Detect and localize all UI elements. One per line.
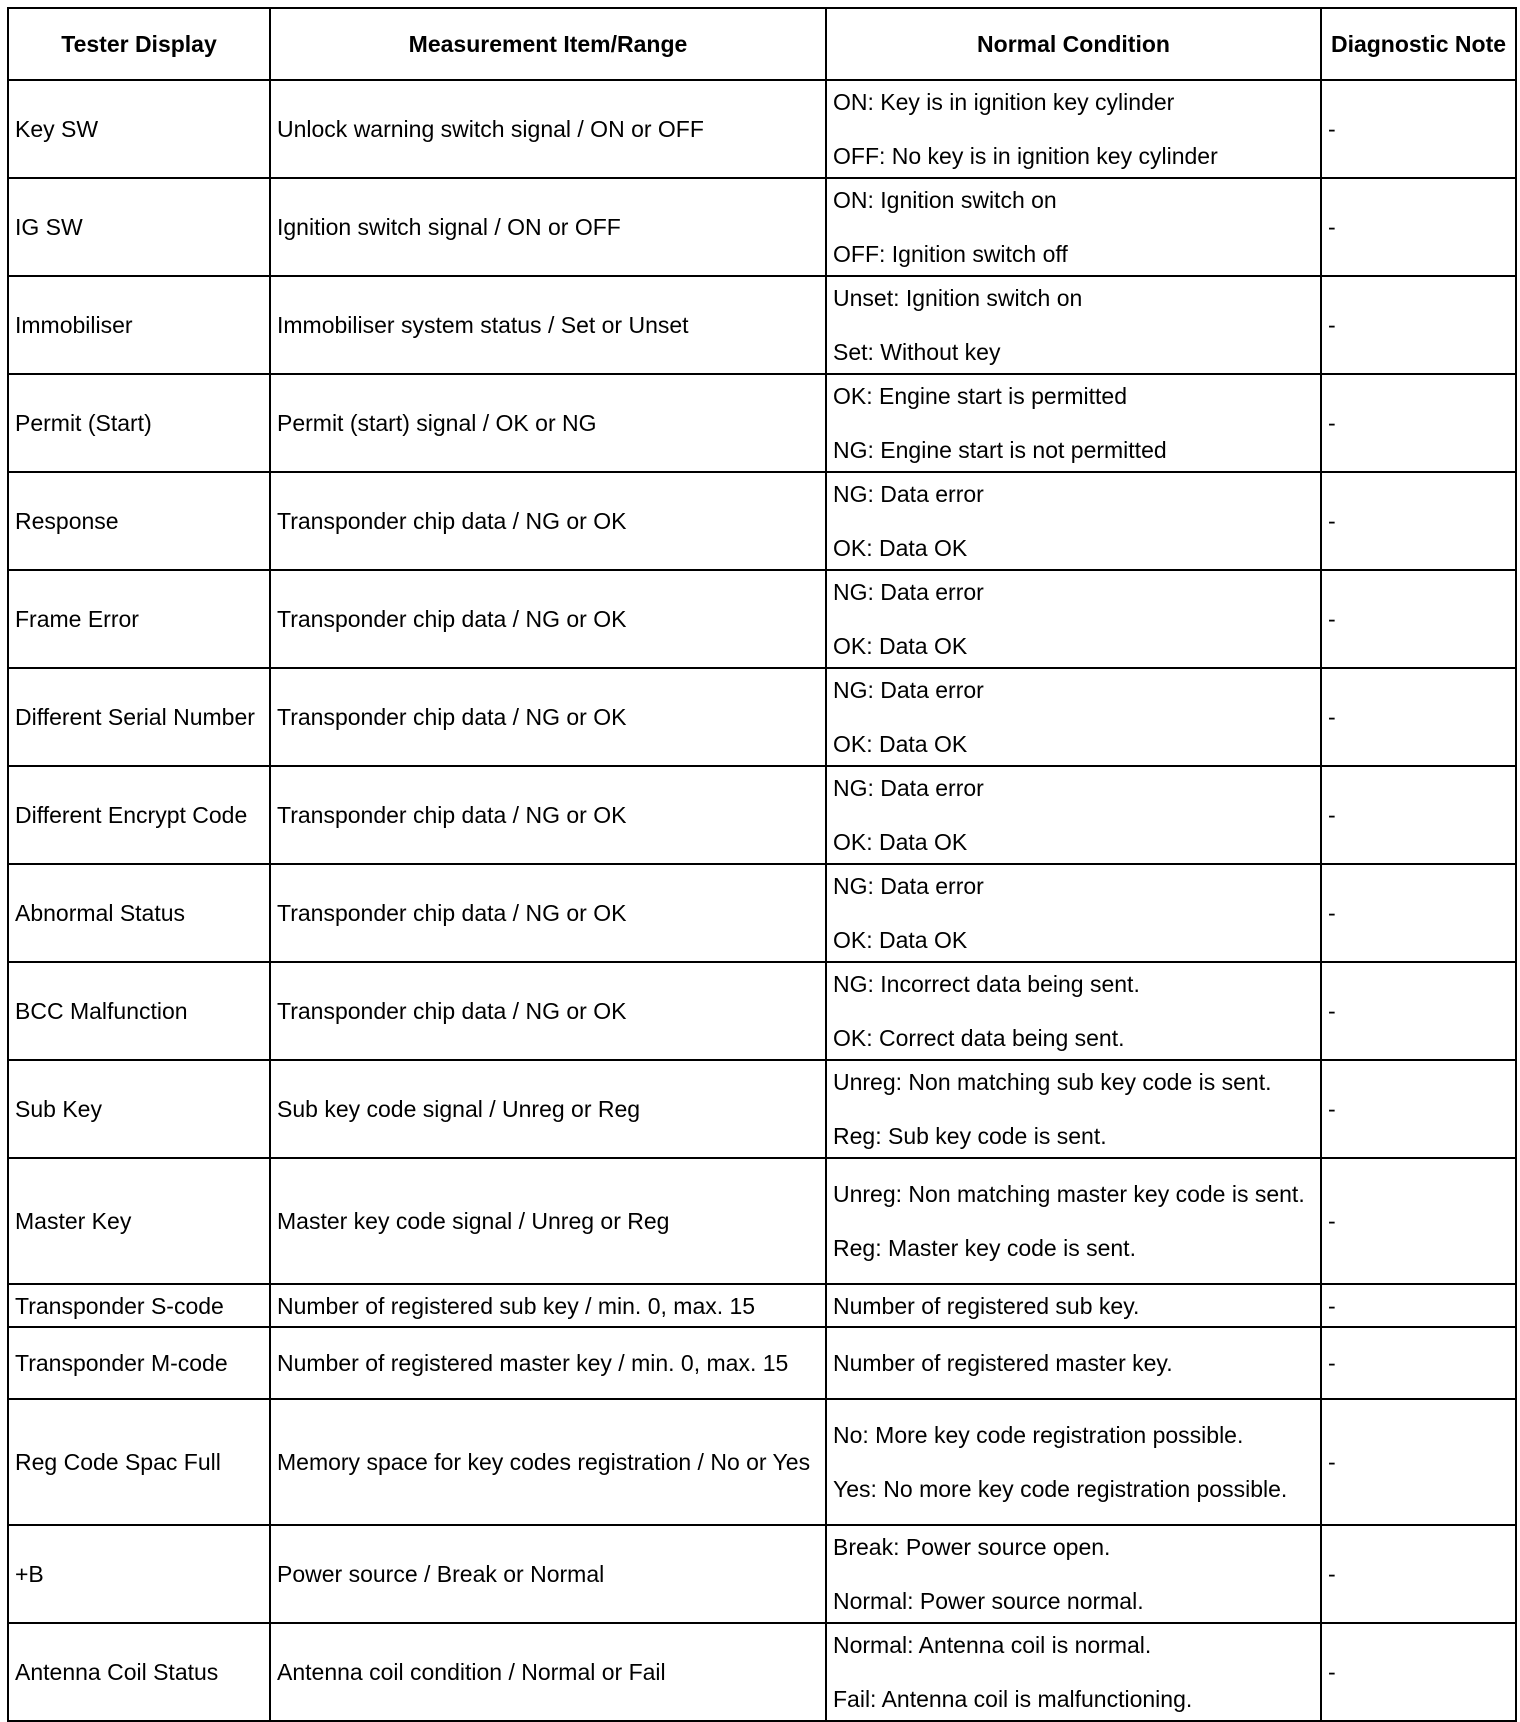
condition-line: OK: Data OK <box>833 927 968 953</box>
condition-line: Unreg: Non matching sub key code is sent. <box>833 1069 1272 1095</box>
condition-line: Set: Without key <box>833 339 1001 365</box>
table-row <box>8 374 1516 472</box>
condition-line: Number of registered master key. <box>833 1350 1173 1376</box>
condition-line: Unset: Ignition switch on <box>833 285 1083 311</box>
diagnostic-note-cell: - <box>1321 1623 1516 1721</box>
diagnostic-note-cell: - <box>1321 374 1516 472</box>
condition-line: OK: Data OK <box>833 731 968 757</box>
condition-line: NG: Data error <box>833 481 984 507</box>
condition-line: ON: Key is in ignition key cylinder <box>833 89 1175 115</box>
diagnostic-note-cell: - <box>1321 80 1516 178</box>
table-row <box>8 1525 1516 1623</box>
condition-line: OK: Data OK <box>833 535 968 561</box>
data-monitor-table <box>7 7 1517 1722</box>
tester-display-cell: Frame Error <box>8 570 270 668</box>
normal-condition-cell <box>826 374 1321 472</box>
diagnostic-note-cell: - <box>1321 962 1516 1060</box>
normal-condition-cell <box>826 1399 1321 1525</box>
normal-condition-cell <box>826 962 1321 1060</box>
table-row <box>8 80 1516 178</box>
table-row <box>8 276 1516 374</box>
condition-line: NG: Data error <box>833 677 984 703</box>
condition-line: Reg: Sub key code is sent. <box>833 1123 1107 1149</box>
normal-condition-cell <box>826 276 1321 374</box>
condition-line: No: More key code registration possible. <box>833 1422 1244 1448</box>
table-row <box>8 1623 1516 1721</box>
diagnostic-note-cell: - <box>1321 178 1516 276</box>
measurement-cell: Number of registered sub key / min. 0, max. 15 <box>270 1284 826 1327</box>
table-row <box>8 1158 1516 1284</box>
tester-display-cell: Immobiliser <box>8 276 270 374</box>
table-row <box>8 766 1516 864</box>
tester-display-cell: Response <box>8 472 270 570</box>
diagnostic-note-cell: - <box>1321 276 1516 374</box>
table-row <box>8 962 1516 1060</box>
measurement-cell: Power source / Break or Normal <box>270 1525 826 1623</box>
condition-line: Yes: No more key code registration possible. <box>833 1476 1288 1502</box>
normal-condition-cell <box>826 1158 1321 1284</box>
measurement-cell: Transponder chip data / NG or OK <box>270 668 826 766</box>
condition-line: NG: Engine start is not permitted <box>833 437 1167 463</box>
diagnostic-note-cell: - <box>1321 570 1516 668</box>
condition-line: OK: Data OK <box>833 633 968 659</box>
normal-condition-cell <box>826 80 1321 178</box>
condition-line: OK: Data OK <box>833 829 968 855</box>
measurement-cell: Transponder chip data / NG or OK <box>270 962 826 1060</box>
table-row <box>8 1060 1516 1158</box>
tester-display-cell: Different Serial Number <box>8 668 270 766</box>
condition-line: NG: Incorrect data being sent. <box>833 971 1140 997</box>
condition-line: Normal: Antenna coil is normal. <box>833 1632 1152 1658</box>
normal-condition-cell <box>826 570 1321 668</box>
measurement-cell: Transponder chip data / NG or OK <box>270 472 826 570</box>
normal-condition-cell <box>826 766 1321 864</box>
normal-condition-cell <box>826 1284 1321 1327</box>
measurement-cell: Ignition switch signal / ON or OFF <box>270 178 826 276</box>
table-row <box>8 472 1516 570</box>
header-diagnostic-note: Diagnostic Note <box>1321 8 1516 80</box>
diagnostic-note-cell: - <box>1321 668 1516 766</box>
measurement-cell: Antenna coil condition / Normal or Fail <box>270 1623 826 1721</box>
tester-display-cell: Transponder S-code <box>8 1284 270 1327</box>
normal-condition-cell <box>826 178 1321 276</box>
tester-display-cell: Permit (Start) <box>8 374 270 472</box>
normal-condition-cell <box>826 1327 1321 1399</box>
diagnostic-note-cell: - <box>1321 1158 1516 1284</box>
condition-line: ON: Ignition switch on <box>833 187 1057 213</box>
tester-display-cell: +B <box>8 1525 270 1623</box>
tester-display-cell: Master Key <box>8 1158 270 1284</box>
diagnostic-note-cell: - <box>1321 1060 1516 1158</box>
measurement-cell: Transponder chip data / NG or OK <box>270 864 826 962</box>
normal-condition-cell <box>826 1060 1321 1158</box>
condition-line: OFF: Ignition switch off <box>833 241 1068 267</box>
condition-line: OFF: No key is in ignition key cylinder <box>833 143 1218 169</box>
measurement-cell: Memory space for key codes registration / No or Yes <box>270 1399 826 1525</box>
normal-condition-cell <box>826 864 1321 962</box>
normal-condition-cell <box>826 1525 1321 1623</box>
measurement-cell: Transponder chip data / NG or OK <box>270 766 826 864</box>
condition-line: Reg: Master key code is sent. <box>833 1235 1136 1261</box>
normal-condition-cell <box>826 1623 1321 1721</box>
diagnostic-note-cell: - <box>1321 766 1516 864</box>
condition-line: Number of registered sub key. <box>833 1292 1140 1319</box>
condition-line: Unreg: Non matching master key code is sent. <box>833 1181 1305 1207</box>
normal-condition-cell <box>826 668 1321 766</box>
tester-display-cell: IG SW <box>8 178 270 276</box>
condition-line: NG: Data error <box>833 873 984 899</box>
condition-line: OK: Engine start is permitted <box>833 383 1128 409</box>
diagnostic-note-cell: - <box>1321 1284 1516 1327</box>
condition-line: Break: Power source open. <box>833 1534 1111 1560</box>
header-row <box>8 8 1516 80</box>
tester-display-cell: Different Encrypt Code <box>8 766 270 864</box>
tester-display-cell: Key SW <box>8 80 270 178</box>
diagnostic-note-cell: - <box>1321 1327 1516 1399</box>
tester-display-cell: Transponder M-code <box>8 1327 270 1399</box>
tester-display-cell: BCC Malfunction <box>8 962 270 1060</box>
tester-display-cell: Reg Code Spac Full <box>8 1399 270 1525</box>
condition-line: NG: Data error <box>833 775 984 801</box>
measurement-cell: Permit (start) signal / OK or NG <box>270 374 826 472</box>
measurement-cell: Master key code signal / Unreg or Reg <box>270 1158 826 1284</box>
condition-line: OK: Correct data being sent. <box>833 1025 1125 1051</box>
table-row <box>8 1399 1516 1525</box>
measurement-cell: Number of registered master key / min. 0, max. 15 <box>270 1327 826 1399</box>
measurement-cell: Sub key code signal / Unreg or Reg <box>270 1060 826 1158</box>
table-row <box>8 570 1516 668</box>
table-row <box>8 668 1516 766</box>
diagnostic-note-cell: - <box>1321 1525 1516 1623</box>
diagnostic-note-cell: - <box>1321 864 1516 962</box>
table-row <box>8 1327 1516 1399</box>
tester-display-cell: Abnormal Status <box>8 864 270 962</box>
normal-condition-cell <box>826 472 1321 570</box>
measurement-cell: Immobiliser system status / Set or Unset <box>270 276 826 374</box>
header-tester-display: Tester Display <box>8 8 270 80</box>
table-row <box>8 864 1516 962</box>
table-row <box>8 178 1516 276</box>
table-row <box>8 1284 1516 1327</box>
measurement-cell: Unlock warning switch signal / ON or OFF <box>270 80 826 178</box>
diagnostic-note-cell: - <box>1321 472 1516 570</box>
header-measurement: Measurement Item/Range <box>270 8 826 80</box>
condition-line: Normal: Power source normal. <box>833 1588 1144 1614</box>
condition-line: Fail: Antenna coil is malfunctioning. <box>833 1686 1193 1712</box>
condition-line: NG: Data error <box>833 579 984 605</box>
diagnostic-note-cell: - <box>1321 1399 1516 1525</box>
tester-display-cell: Antenna Coil Status <box>8 1623 270 1721</box>
header-normal-condition: Normal Condition <box>826 8 1321 80</box>
measurement-cell: Transponder chip data / NG or OK <box>270 570 826 668</box>
tester-display-cell: Sub Key <box>8 1060 270 1158</box>
